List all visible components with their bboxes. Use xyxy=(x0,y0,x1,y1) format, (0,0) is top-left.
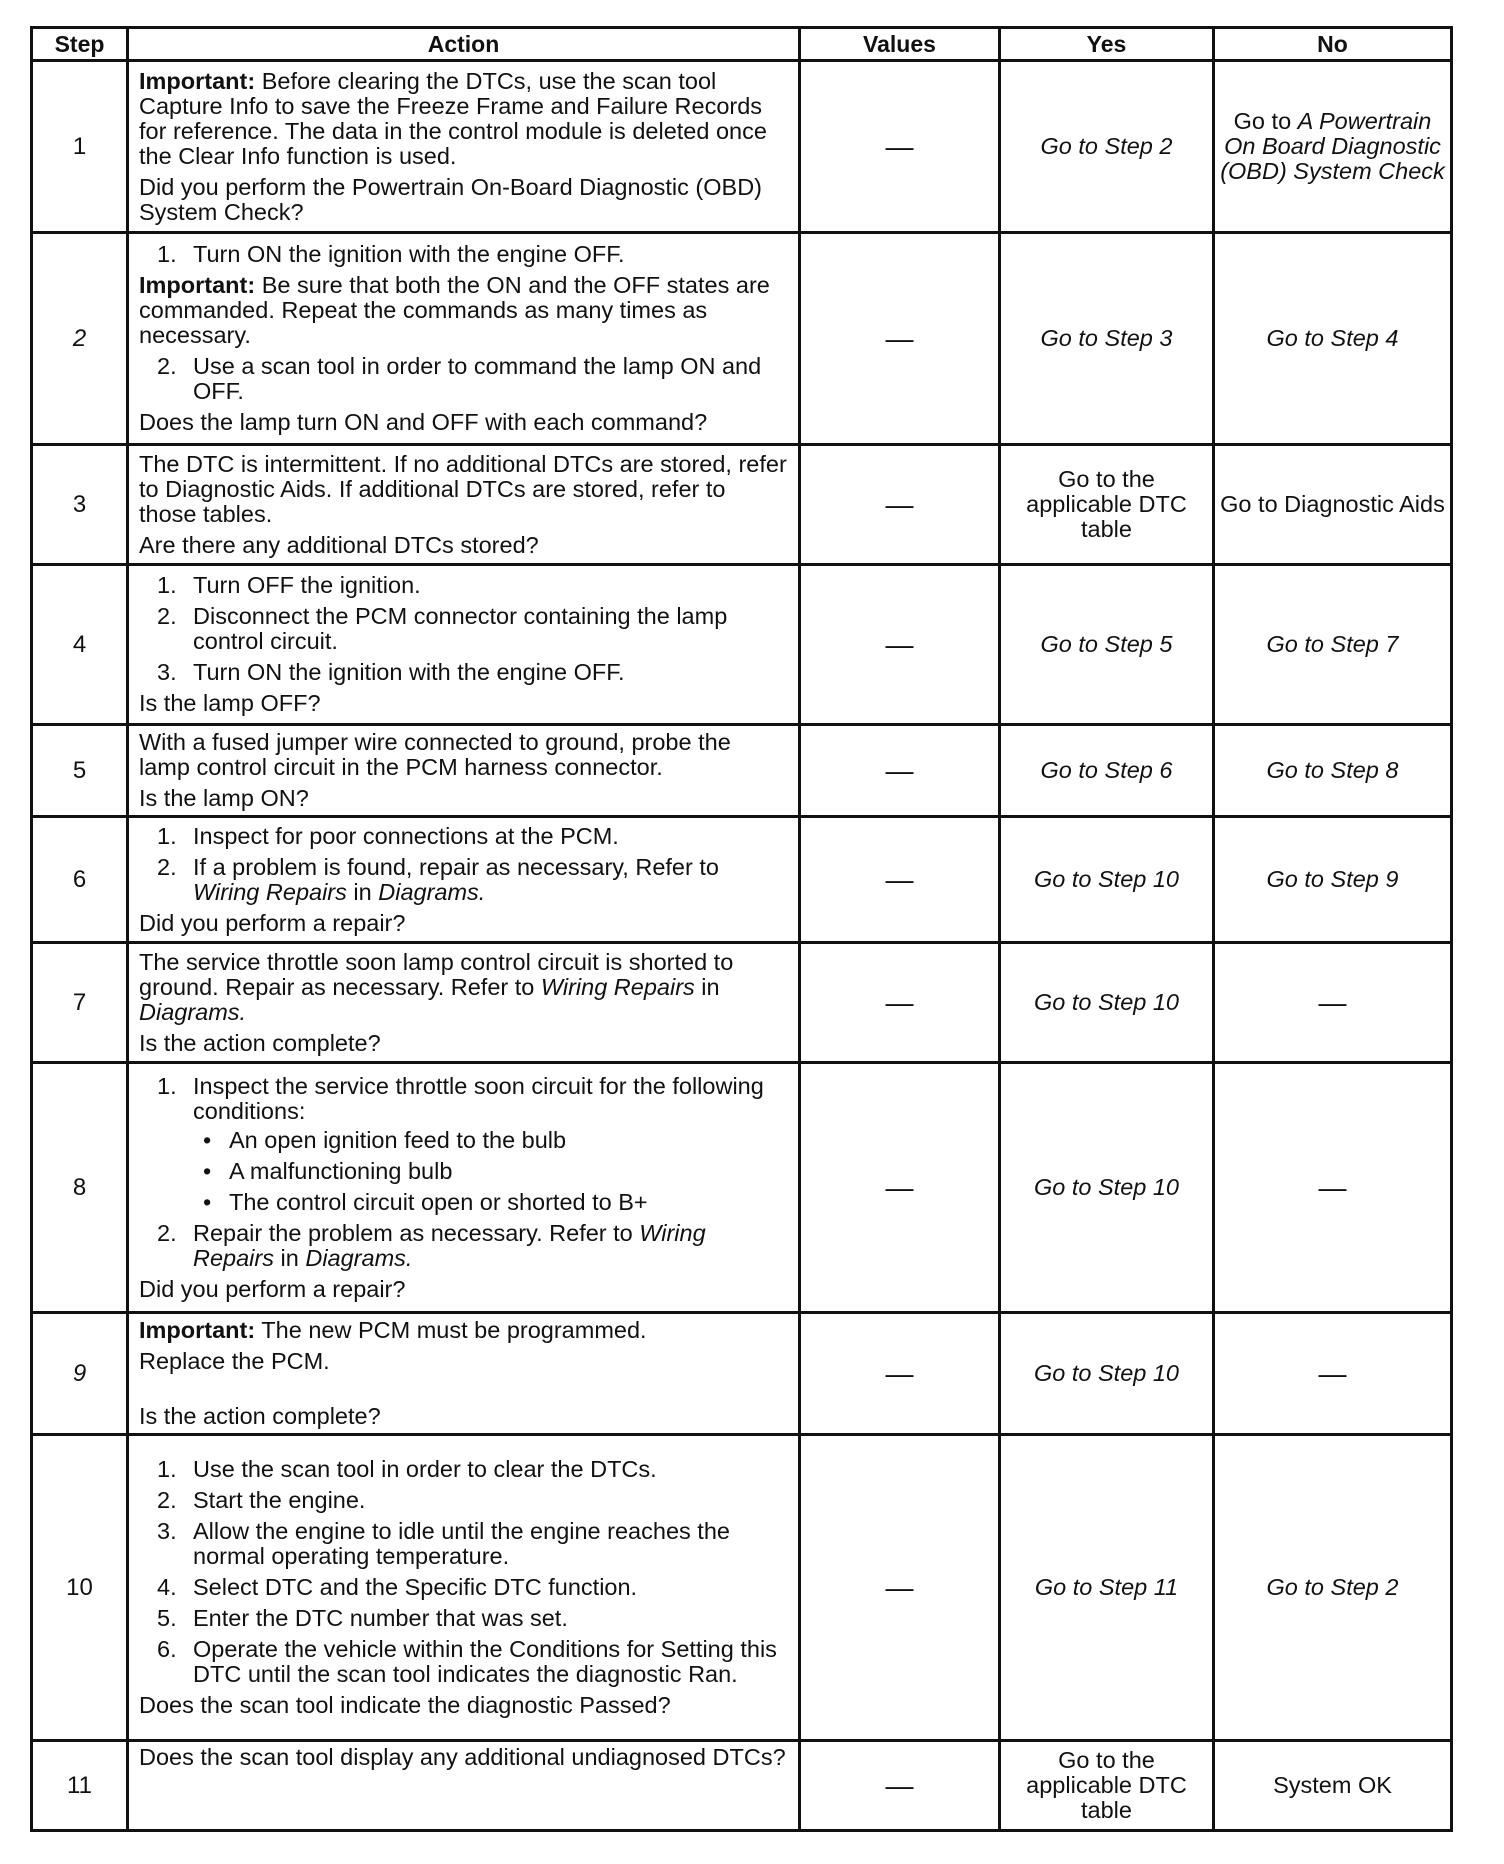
question-text: Is the lamp ON? xyxy=(139,785,309,811)
table-row-step-5 xyxy=(32,725,1452,817)
step-number: 1 xyxy=(32,61,128,233)
values-cell: — xyxy=(800,1063,1000,1313)
table-row-step-7 xyxy=(32,943,1452,1063)
header-values: Values xyxy=(800,28,1000,61)
no-cell xyxy=(1214,233,1452,445)
step-number: 10 xyxy=(32,1435,128,1741)
question-text: Are there any additional DTCs stored? xyxy=(139,531,539,558)
important-text: The new PCM must be programmed. xyxy=(255,1317,647,1343)
list-item: 5. Enter the DTC number that was set. xyxy=(157,1605,568,1631)
table-row-step-1 xyxy=(32,61,1452,233)
no-link[interactable]: Go to Diagnostic Aids xyxy=(1220,491,1445,517)
action-cell xyxy=(128,1741,800,1831)
question-text: Is the action complete? xyxy=(139,1029,381,1056)
list-item: 6. Operate the vehicle within the Conditions for Setting this DTC until the scan tool indicates the diagnostic Ran. xyxy=(157,1636,777,1687)
action-cell xyxy=(128,61,800,233)
action-cell xyxy=(128,725,800,817)
important-note xyxy=(139,273,788,348)
table-row-step-10 xyxy=(32,1435,1452,1741)
yes-cell xyxy=(1000,565,1214,725)
list-item: 1. Turn OFF the ignition. xyxy=(157,572,421,598)
yes-cell xyxy=(1000,1313,1214,1435)
list-item: 1. Turn ON the ignition with the engine OFF. xyxy=(157,241,625,267)
step-number: 11 xyxy=(32,1741,128,1831)
header-step: Step xyxy=(32,28,128,61)
important-label: Important: xyxy=(139,272,256,298)
action-cell xyxy=(128,565,800,725)
values-cell: — xyxy=(800,233,1000,445)
important-label: Important: xyxy=(139,67,256,94)
no-link[interactable]: Go to Step 7 xyxy=(1266,631,1399,657)
action-text: Replace the PCM. xyxy=(139,1348,330,1374)
header-row xyxy=(32,28,1452,61)
action-cell xyxy=(128,1063,800,1313)
table-row-step-3 xyxy=(32,445,1452,565)
yes-cell xyxy=(1000,233,1214,445)
list-item: 2. Repair the problem as necessary. Refer to Wiring Repairs in Diagrams. xyxy=(157,1219,706,1271)
bullet-item: • An open ignition feed to the bulb xyxy=(203,1126,567,1153)
question-text: Is the lamp OFF? xyxy=(139,690,321,716)
list-item: 4. Select DTC and the Specific DTC function. xyxy=(157,1574,638,1600)
action-cell xyxy=(128,817,800,943)
values-cell: — xyxy=(800,565,1000,725)
list-item: 1. Use the scan tool in order to clear the DTCs. xyxy=(157,1456,657,1482)
important-text: Be sure that both the ON and the OFF states are commanded. Repeat the commands as many times as necessary. xyxy=(139,272,770,348)
header-action: Action xyxy=(128,28,800,61)
important-text: Before clearing the DTCs, use the scan tool Capture Info to save the Freeze Frame and Failure Records for reference. The data in the control module is deleted once the Clear Info function is used. xyxy=(139,67,767,169)
table-row-step-8 xyxy=(32,1063,1452,1313)
question-text: Does the scan tool indicate the diagnostic Passed? xyxy=(139,1692,671,1718)
instruction-list xyxy=(139,573,788,685)
step-number: 6 xyxy=(32,817,128,943)
condition-list xyxy=(193,1128,788,1215)
question-text: Did you perform a repair? xyxy=(139,1275,406,1302)
step-number: 2 xyxy=(32,233,128,445)
action-text: The DTC is intermittent. If no additional DTCs are stored, refer to Diagnostic Aids. If additional DTCs are stored, refer to those tables. xyxy=(139,450,787,527)
step-number: 7 xyxy=(32,943,128,1063)
list-item: 2. If a problem is found, repair as necessary, Refer to Wiring Repairs in Diagrams. xyxy=(157,853,719,905)
diagrams-link[interactable]: Diagrams. xyxy=(305,1244,413,1271)
yes-link[interactable]: Go to Step 10 xyxy=(1033,1360,1180,1386)
values-cell: — xyxy=(800,725,1000,817)
values-cell: — xyxy=(800,1741,1000,1831)
no-cell: — xyxy=(1214,1063,1452,1313)
question-text: Did you perform a repair? xyxy=(139,909,406,936)
no-link[interactable]: Go to Step 4 xyxy=(1266,325,1399,351)
yes-link[interactable]: Go to Step 11 xyxy=(1034,1574,1179,1600)
no-cell xyxy=(1214,565,1452,725)
table-row-step-11 xyxy=(32,1741,1452,1831)
yes-cell xyxy=(1000,61,1214,233)
no-link[interactable]: Go to Step 9 xyxy=(1266,866,1399,892)
yes-link[interactable]: Go to Step 10 xyxy=(1033,989,1180,1015)
yes-cell xyxy=(1000,817,1214,943)
important-note xyxy=(139,1318,788,1343)
yes-link[interactable]: Go to Step 3 xyxy=(1040,325,1173,351)
values-cell: — xyxy=(800,817,1000,943)
table-row-step-4 xyxy=(32,565,1452,725)
important-note xyxy=(139,69,788,169)
yes-cell xyxy=(1000,445,1214,565)
no-link[interactable]: A Powertrain On Board Diagnostic (OBD) System Check xyxy=(1220,108,1445,184)
no-cell xyxy=(1214,61,1452,233)
wiring-repairs-link[interactable]: Wiring Repairs xyxy=(540,973,695,1000)
step-number: 9 xyxy=(32,1313,128,1435)
action-text: The service throttle soon lamp control circuit is shorted to ground. Repair as necessary. Refer to Wiring Repairs in Diagrams. xyxy=(139,948,734,1025)
list-item: 3. Turn ON the ignition with the engine OFF. xyxy=(157,659,625,685)
no-cell: — xyxy=(1214,943,1452,1063)
important-label: Important: xyxy=(139,1317,256,1343)
action-cell xyxy=(128,943,800,1063)
action-cell xyxy=(128,233,800,445)
wiring-repairs-link[interactable]: Wiring Repairs xyxy=(193,1219,706,1271)
question-text: Is the action complete? xyxy=(139,1403,381,1429)
diagrams-link[interactable]: Diagrams. xyxy=(378,878,486,905)
yes-cell xyxy=(1000,1741,1214,1831)
yes-link[interactable]: Go to Step 2 xyxy=(1040,133,1173,159)
action-cell xyxy=(128,445,800,565)
table-row-step-2 xyxy=(32,233,1452,445)
yes-cell xyxy=(1000,1063,1214,1313)
values-cell: — xyxy=(800,61,1000,233)
list-item: 2. Start the engine. xyxy=(157,1487,366,1513)
header-yes: Yes xyxy=(1000,28,1214,61)
diagnostic-page xyxy=(30,26,1450,1832)
no-cell xyxy=(1214,1741,1452,1831)
yes-cell xyxy=(1000,943,1214,1063)
values-cell: — xyxy=(800,1435,1000,1741)
no-cell xyxy=(1214,817,1452,943)
list-item: 1. Inspect for poor connections at the PCM. xyxy=(157,822,619,849)
system-ok-text: System OK xyxy=(1273,1772,1392,1798)
step-number: 3 xyxy=(32,445,128,565)
question-text: Did you perform the Powertrain On-Board Diagnostic (OBD) System Check? xyxy=(139,173,762,225)
instruction-list xyxy=(139,354,788,404)
no-link-prefix: Go to xyxy=(1233,108,1298,134)
header-no: No xyxy=(1214,28,1452,61)
step-number: 4 xyxy=(32,565,128,725)
no-link[interactable]: Go to Step 2 xyxy=(1266,1574,1399,1600)
question-text: Does the lamp turn ON and OFF with each command? xyxy=(139,409,708,435)
yes-link[interactable]: Go to Step 6 xyxy=(1040,757,1173,783)
no-cell xyxy=(1214,725,1452,817)
yes-link[interactable]: Go to Step 10 xyxy=(1033,1174,1180,1200)
yes-link[interactable]: Go to the applicable DTC table xyxy=(1026,1747,1187,1823)
no-cell xyxy=(1214,1435,1452,1741)
no-cell: — xyxy=(1214,1313,1452,1435)
action-text: With a fused jumper wire connected to ground, probe the lamp control circuit in the PCM harness connector. xyxy=(139,729,731,780)
table-row-step-6 xyxy=(32,817,1452,943)
yes-link[interactable]: Go to Step 5 xyxy=(1040,631,1173,657)
no-cell xyxy=(1214,445,1452,565)
action-cell xyxy=(128,1313,800,1435)
yes-link[interactable]: Go to the applicable DTC table xyxy=(1026,466,1187,542)
yes-link[interactable]: Go to Step 10 xyxy=(1033,866,1180,892)
table-row-step-9 xyxy=(32,1313,1452,1435)
instruction-list xyxy=(139,242,788,267)
list-item: 3. Allow the engine to idle until the engine reaches the normal operating temperature. xyxy=(157,1518,730,1569)
step-number: 5 xyxy=(32,725,128,817)
instruction-list xyxy=(139,1074,788,1271)
list-item: 2. Disconnect the PCM connector containing the lamp control circuit. xyxy=(157,603,728,654)
step-number: 8 xyxy=(32,1063,128,1313)
bullet-item: • A malfunctioning bulb xyxy=(203,1157,453,1184)
question-text: Does the scan tool display any additional undiagnosed DTCs? xyxy=(139,1744,786,1770)
values-cell: — xyxy=(800,1313,1000,1435)
instruction-list xyxy=(139,1457,788,1687)
bullet-item: • The control circuit open or shorted to B+ xyxy=(203,1188,648,1215)
list-item: 2. Use a scan tool in order to command the lamp ON and OFF. xyxy=(157,353,762,404)
wiring-repairs-link[interactable]: Wiring Repairs xyxy=(193,878,347,905)
values-cell: — xyxy=(800,943,1000,1063)
instruction-list xyxy=(139,824,788,905)
no-link[interactable]: Go to Step 8 xyxy=(1266,757,1399,783)
yes-cell xyxy=(1000,1435,1214,1741)
action-cell xyxy=(128,1435,800,1741)
diagrams-link[interactable]: Diagrams. xyxy=(139,998,247,1025)
diagnostic-table xyxy=(30,26,1453,1832)
values-cell: — xyxy=(800,445,1000,565)
list-item: 1. Inspect the service throttle soon circuit for the following conditions: • An open ignition feed to the bulb • A malfunctioning bulb • The control circuit open or shorted to B+ xyxy=(139,1074,788,1215)
yes-cell xyxy=(1000,725,1214,817)
